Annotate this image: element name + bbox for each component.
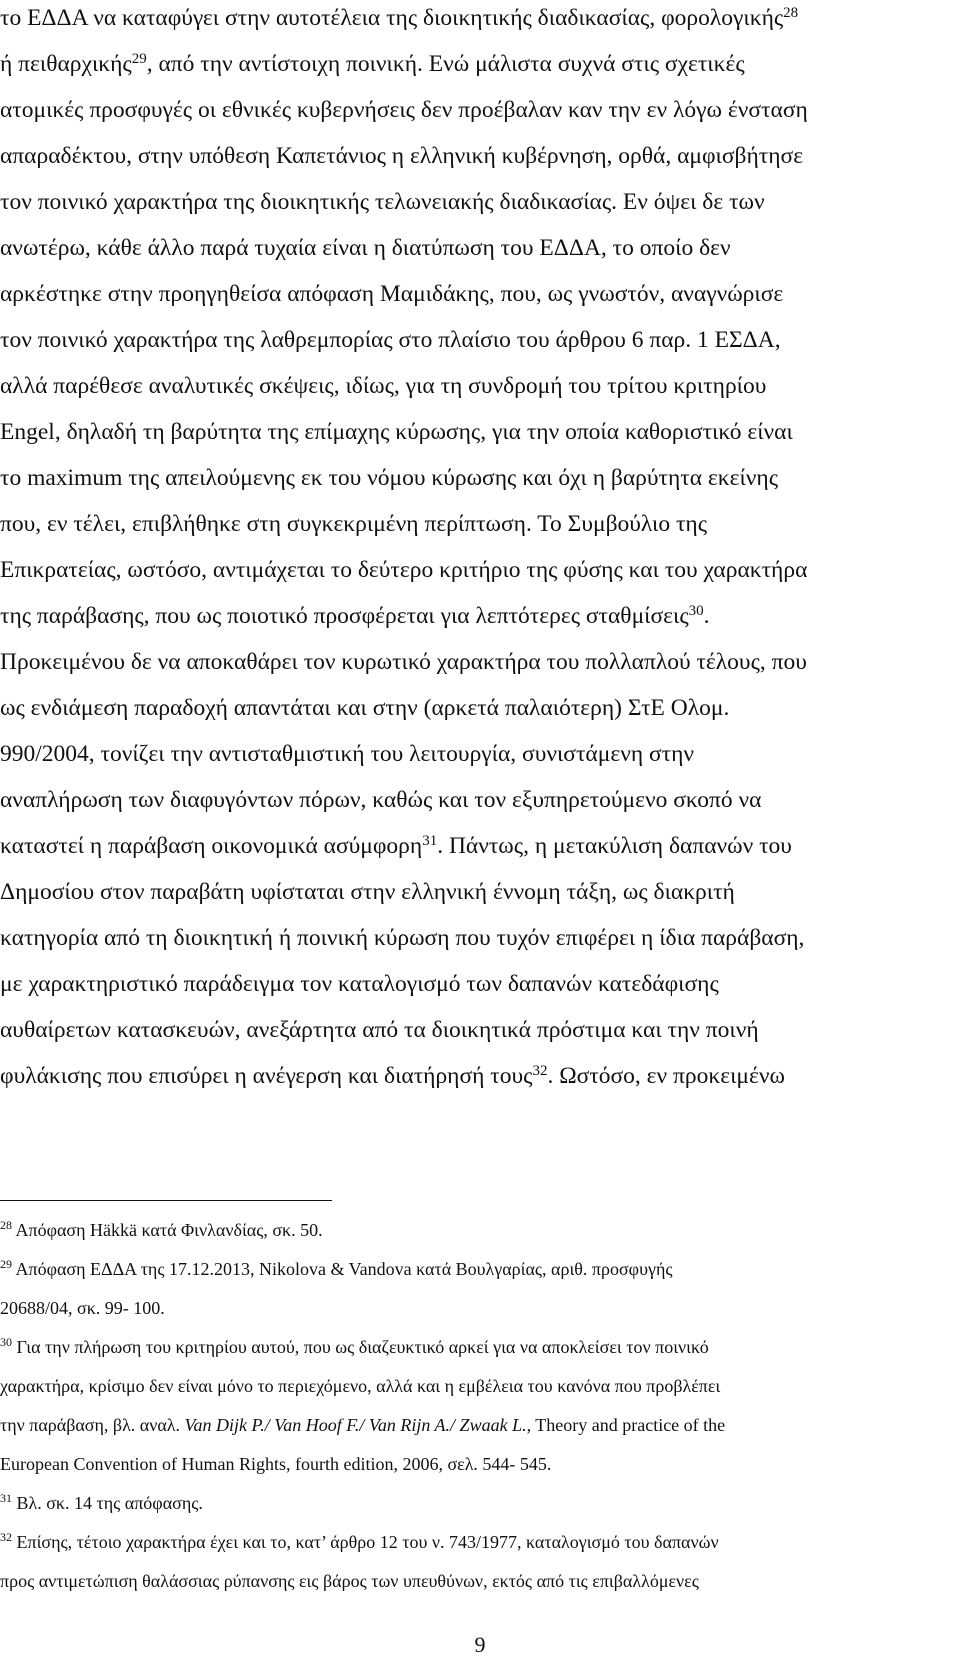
body-line-17: 990/2004, τονίζει την αντισταθμιστική του λειτουργία, συνιστάμενη στην [0, 741, 695, 767]
text: . Ωστόσο, εν προκειμένω [547, 1063, 785, 1089]
footnote-30-line-2: χαρακτήρα, κρίσιμο δεν είναι μόνο το περιεχόμενο, αλλά και η εμβέλεια του κανόνα που προβλέπει [0, 1376, 721, 1396]
text: . Πάντως, η μετακύλιση δαπανών του [437, 833, 792, 859]
footnote-32-line-2: προς αντιμετώπιση θαλάσσιας ρύπανσης εις βάρος των υπευθύνων, εκτός από τις επιβαλλόμενες [0, 1571, 699, 1591]
body-line-12: που, εν τέλει, επιβλήθηκε στη συγκεκριμένη περίπτωση. Το Συμβούλιο της [0, 511, 708, 537]
footnote-ref-30[interactable]: 30 [688, 602, 704, 619]
footnote-text: την παράβαση, βλ. αναλ. [0, 1415, 185, 1435]
body-line-23: αυθαίρετων κατασκευών, ανεξάρτητα από τα διοικητικά πρόστιμα και την ποινή [0, 1017, 759, 1043]
body-line-6: ανωτέρω, κάθε άλλο παρά τυχαία είναι η διατύπωση του ΕΔΔΑ, το οποίο δεν [0, 235, 731, 261]
text: . [703, 603, 710, 629]
body-line-14 [0, 601, 958, 631]
body-line-7: αρκέστηκε στην προηγηθείσα απόφαση Μαμιδάκης, που, ως γνωστόν, αναγνώρισε [0, 281, 784, 307]
body-line-11: το maximum της απειλούμενης εκ του νόμου κύρωσης και όχι η βαρύτητα εκείνης [0, 465, 779, 491]
body-line-24 [0, 1061, 958, 1091]
text: ή πειθαρχικής [0, 51, 132, 77]
body-line-13: Επικρατείας, ωστόσο, αντιμάχεται το δεύτερο κριτήριο της φύσης και του χαρακτήρα [0, 557, 808, 583]
footnote-28 [0, 1218, 958, 1242]
footnote-ref-32[interactable]: 32 [532, 1062, 548, 1079]
body-line-2 [0, 49, 958, 79]
body-line-5: τον ποινικό χαρακτήρα της διοικητικής τελωνειακής διαδικασίας. Εν όψει δε των [0, 189, 765, 215]
footnote-29-line-2: 20688/04, σκ. 99- 100. [0, 1298, 165, 1318]
footnote-number: 29 [0, 1256, 12, 1271]
footnote-30-line-1 [0, 1335, 958, 1359]
body-line-21: κατηγορία από τη διοικητική ή ποινική κύρωση που τυχόν επιφέρει η ίδια παράβαση, [0, 925, 805, 951]
body-line-8: τον ποινικό χαρακτήρα της λαθρεμπορίας στο πλαίσιο του άρθρου 6 παρ. 1 ΕΣΔΑ, [0, 327, 781, 353]
footnote-29-line-1 [0, 1257, 958, 1281]
footnote-authors: Van Dijk P./ Van Hoof F./ Van Rijn A./ Zwaak L. [184, 1415, 527, 1435]
text: φυλάκισης που επισύρει η ανέγερση και διατήρησή τους [0, 1063, 533, 1089]
footnote-separator [0, 1200, 332, 1201]
footnote-number: 31 [0, 1490, 12, 1505]
body-line-15: Προκειμένου δε να αποκαθάρει τον κυρωτικό χαρακτήρα του πολλαπλού τέλους, που [0, 649, 807, 675]
body-line-1 [0, 3, 958, 33]
footnote-text: Βλ. σκ. 14 της απόφασης. [16, 1493, 203, 1513]
footnote-number: 30 [0, 1334, 12, 1349]
text: το ΕΔΔΑ να καταφύγει στην αυτοτέλεια της διοικητικής διαδικασίας, φορολογικής [0, 5, 784, 31]
text: καταστεί η παράβαση οικονομικά ασύμφορη [0, 833, 423, 859]
footnote-text: Απόφαση ΕΔΔΑ της 17.12.2013, Nikolova & Vandova κατά Βουλγαρίας, αριθ. προσφυγής [15, 1259, 673, 1279]
footnote-ref-28[interactable]: 28 [783, 4, 799, 21]
body-line-19 [0, 831, 958, 861]
footnote-32-line-1 [0, 1530, 958, 1554]
footnote-30-line-4: European Convention of Human Rights, fourth edition, 2006, σελ. 544- 545. [0, 1454, 552, 1474]
footnote-text: Για την πλήρωση του κριτηρίου αυτού, που ως διαζευκτικό αρκεί για να αποκλείσει τον ποινικό [16, 1337, 709, 1357]
body-line-16: ως ενδιάμεση παραδοχή απαντάται και στην (αρκετά παλαιότερη) ΣτΕ Ολομ. [0, 695, 730, 721]
footnote-number: 32 [0, 1529, 12, 1544]
body-line-3: ατομικές προσφυγές οι εθνικές κυβερνήσεις δεν προέβαλαν καν την εν λόγω ένσταση [0, 97, 808, 123]
footnote-ref-31[interactable]: 31 [422, 832, 438, 849]
footnote-text: Επίσης, τέτοιο χαρακτήρα έχει και το, κατ’ άρθρο 12 του ν. 743/1977, καταλογισμό του δαπανών [16, 1532, 719, 1552]
body-line-4: απαραδέκτου, στην υπόθεση Καπετάνιος η ελληνική κυβέρνηση, ορθά, αμφισβήτησε [0, 143, 804, 169]
body-line-18: αναπλήρωση των διαφυγόντων πόρων, καθώς και τον εξυπηρετούμενο σκοπό να [0, 787, 762, 813]
body-line-22: με χαρακτηριστικό παράδειγμα τον καταλογισμό των δαπανών κατεδάφισης [0, 971, 719, 997]
footnote-ref-29[interactable]: 29 [131, 50, 147, 67]
body-line-10: Engel, δηλαδή τη βαρύτητα της επίμαχης κύρωσης, για την οποία καθοριστικό είναι [0, 419, 793, 445]
body-line-9: αλλά παρέθεσε αναλυτικές σκέψεις, ιδίως, για τη συνδρομή του τρίτου κριτηρίου [0, 373, 767, 399]
footnote-text: Απόφαση Häkkä κατά Φινλανδίας, σκ. 50. [15, 1220, 323, 1240]
text: , από την αντίστοιχη ποινική. Ενώ μάλιστα συχνά στις σχετικές [146, 51, 745, 77]
text: της παράβασης, που ως ποιοτικό προσφέρεται για λεπτότερες σταθμίσεις [0, 603, 689, 629]
body-line-20: Δημοσίου στον παραβάτη υφίσταται στην ελληνική έννομη τάξη, ως διακριτή [0, 879, 735, 905]
footnote-number: 28 [0, 1217, 12, 1232]
footnote-30-line-3 [0, 1413, 958, 1437]
footnote-31 [0, 1491, 958, 1515]
footnote-text: , Theory and practice of the [526, 1415, 726, 1435]
page-number: 9 [474, 1632, 486, 1657]
